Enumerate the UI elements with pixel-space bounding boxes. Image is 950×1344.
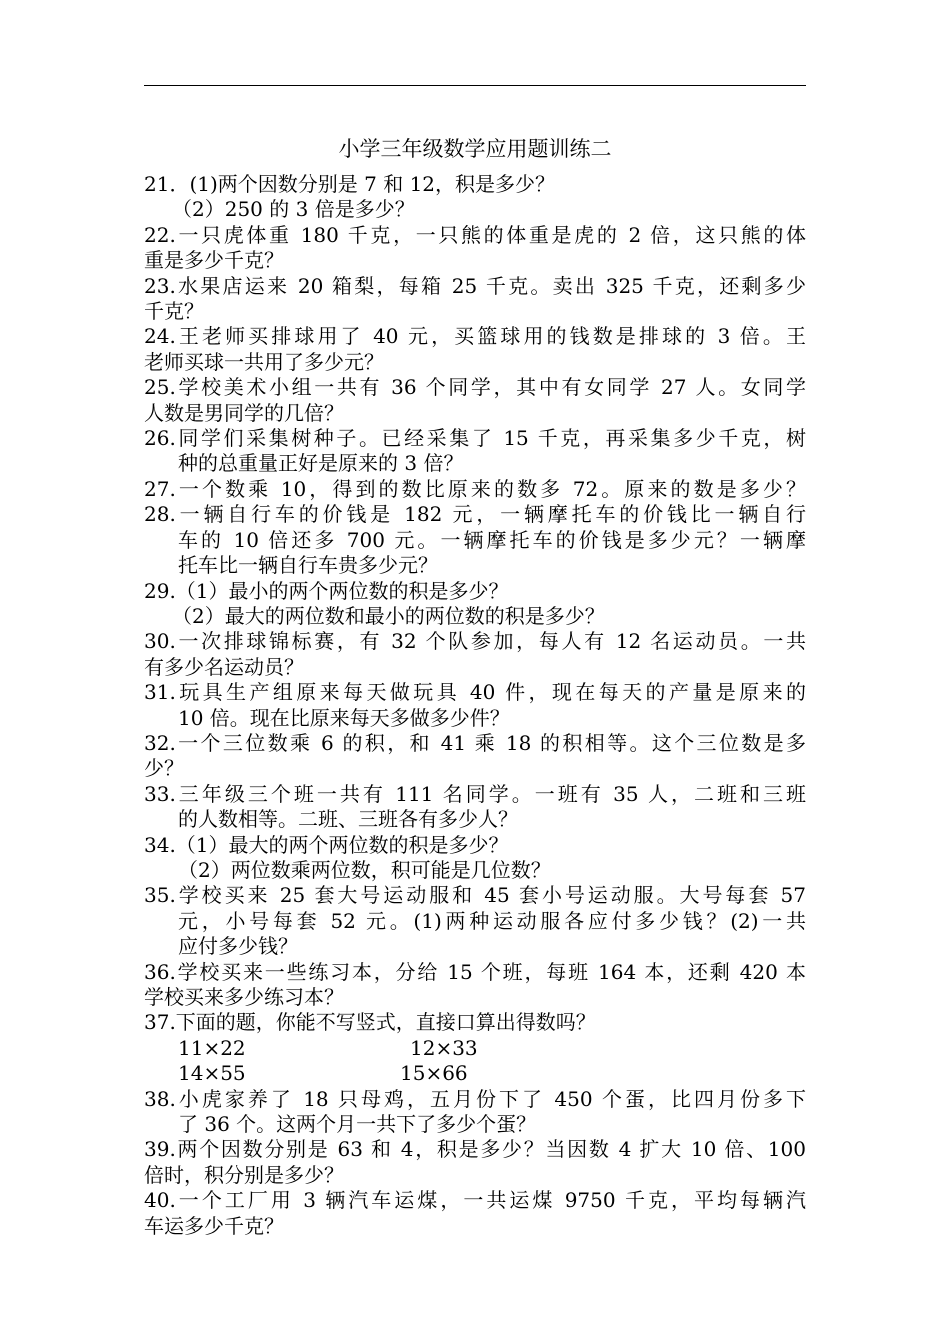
problem-35-cont: 元，小号每套 52 元。(1)两种运动服各应付多少钱？(2)一共 [178,908,806,933]
problem-40-cont: 车运多少千克？ [144,1213,284,1238]
problem-37: 37.下面的题，你能不写竖式，直接口算出得数吗？ [144,1010,596,1035]
problem-34: 34.（1）最大的两个两位数的积是多少？ [144,832,509,857]
problem-27: 27.一个数乘 10，得到的数比原来的数多 72。原来的数是多少？ [144,476,806,501]
problem-25: 25.学校美术小组一共有 36 个同学，其中有女同学 27 人。女同学 [144,375,806,400]
problem-38: 38.小虎家养了 18 只母鸡，五月份下了 450 个蛋，比四月份多下 [144,1086,806,1111]
problem-23-cont: 千克？ [144,299,204,324]
problem-26: 26.同学们采集树种子。已经采集了 15 千克，再采集多少千克，树 [144,426,806,451]
problem-29: 29.（1）最小的两个两位数的积是多少？ [144,578,509,603]
problem-26-cont: 种的总重量正好是原来的 3 倍？ [178,451,464,476]
problem-39-cont: 倍时，积分别是多少？ [144,1162,344,1187]
problem-22-cont: 重是多少千克？ [144,248,284,273]
problem-32-cont: 少？ [144,756,184,781]
problem-33-cont: 的人数相等。二班、三班各有多少人？ [178,807,518,832]
problem-40: 40.一个工厂用 3 辆汽车运煤，一共运煤 9750 千克，平均每辆汽 [144,1188,806,1213]
problem-30-cont: 有多少名运动员？ [144,654,304,679]
problem-29-part-2: （2）最大的两位数和最小的两位数的积是多少？ [172,603,605,628]
problem-36-cont: 学校买来多少练习本？ [144,985,344,1009]
problem-34-part-2: （2）两位数乘两位数，积可能是几位数？ [178,857,551,882]
problem-35-cont-2: 应付多少钱？ [178,934,298,959]
problem-33: 33.三年级三个班一共有 111 名同学。一班有 35 人，二班和三班 [144,781,806,806]
problem-28-cont: 车的 10 倍还多 700 元。一辆摩托车的价钱是多少元？一辆摩 [178,527,806,552]
calc-item: 15×66 [400,1061,468,1086]
problem-38-cont: 了 36 个。这两个月一共下了多少个蛋？ [178,1112,537,1137]
problem-28: 28.一辆自行车的价钱是 182 元，一辆摩托车的价钱比一辆自行 [144,502,806,527]
calc-row-2 [144,1061,806,1086]
problem-32: 32.一个三位数乘 6 的积，和 41 乘 18 的积相等。这个三位数是多 [144,730,806,755]
calc-item: 14×55 [178,1061,246,1086]
page-title: 小学三年级数学应用题训练二 [338,137,612,161]
problem-25-cont: 人数是男同学的几倍？ [144,400,344,425]
problem-28-cont-2: 托车比一辆自行车贵多少元？ [178,553,438,578]
problem-31-cont: 10 倍。现在比原来每天多做多少件？ [178,705,510,730]
problem-36: 36.学校买来一些练习本，分给 15 个班，每班 164 本，还剩 420 本 [144,959,806,984]
problem-21: 21．(1)两个因数分别是 7 和 12，积是多少？ [144,172,556,196]
problem-39: 39.两个因数分别是 63 和 4，积是多少？当因数 4 扩大 10 倍、100 [144,1137,806,1162]
problem-31: 31.玩具生产组原来每天做玩具 40 件，现在每天的产量是原来的 [144,680,806,705]
problem-24-cont: 老师买球一共用了多少元？ [144,349,384,374]
calc-item: 12×33 [410,1035,478,1060]
header-rule [144,85,806,86]
problem-24: 24.王老师买排球用了 40 元，买篮球用的钱数是排球的 3 倍。王 [144,324,806,349]
problem-30: 30.一次排球锦标赛，有 32 个队参加，每人有 12 名运动员。一共 [144,629,806,654]
problem-22: 22.一只虎体重 180 千克，一只熊的体重是虎的 2 倍，这只熊的体 [144,222,806,247]
calc-item: 11×22 [178,1035,246,1060]
problem-23: 23.水果店运来 20 箱梨，每箱 25 千克。卖出 325 千克，还剩多少 [144,273,806,298]
calc-row-1 [144,1036,806,1061]
problem-35: 35.学校买来 25 套大号运动服和 45 套小号运动服。大号每套 57 [144,883,806,908]
problem-list [144,172,806,1239]
problem-21-part-2: （2）250 的 3 倍是多少？ [172,197,415,222]
